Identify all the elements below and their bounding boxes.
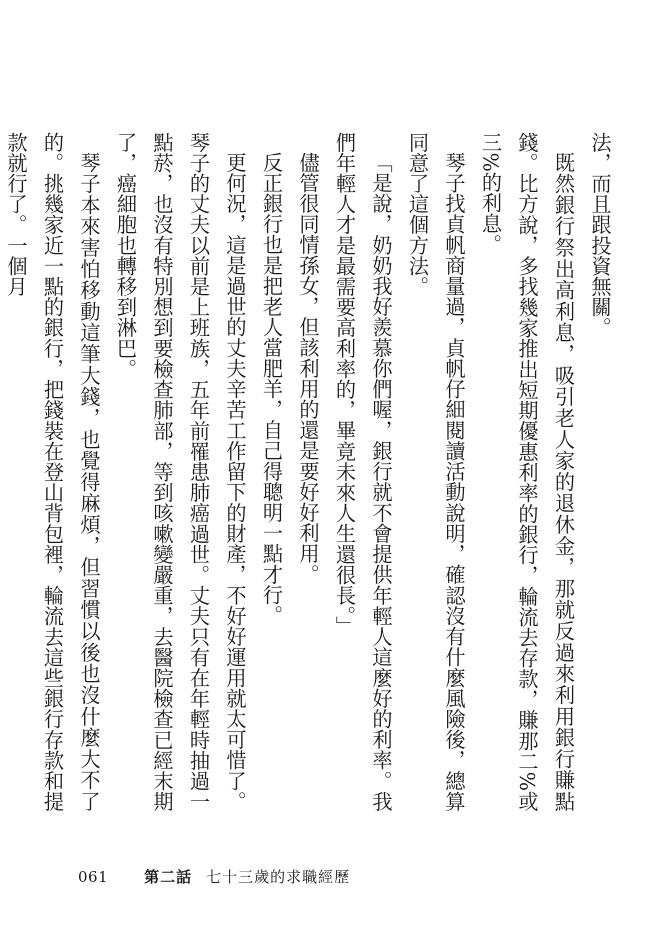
paragraph: 法，而且跟投資無關。 xyxy=(588,132,612,338)
paragraph: 更何況，這是過世的丈夫辛苦工作留下的財產，不好好運用就太可惜了。琴子的丈夫以前是上班族，五年前罹患肺癌過世。丈夫只有在年輕時抽過一點菸，也沒有特別想到要檢查肺部，等到咳嗽變嚴重，去醫院檢查已經末期了，癌細胞也轉移到淋巴。 xyxy=(113,132,247,812)
chapter-title: 七十三歲的求職經歷 xyxy=(206,868,351,886)
paragraph: 既然銀行祭出高利息，吸引老人家的退休金，那就反過來利用銀行賺點錢。比方說，多找幾家推出短期優惠利率的銀行，輪流去存款，賺那二%或三%的利息。 xyxy=(478,132,576,812)
paragraph: 琴子本來害怕移動這筆大錢，也覺得麻煩，但習慣以後也沒什麼大不了的。挑幾家近一點的銀行，把錢裝在登山背包裡，輪流去這些銀行存款和提款就行了。一個月 xyxy=(4,132,101,812)
chapter-label: 第二話 xyxy=(144,868,193,886)
paragraph: 琴子找貞帆商量過，貞帆仔細閱讀活動說明，確認沒有什麼風險後，總算同意了這個方法。 xyxy=(405,132,466,812)
page-number: 061 xyxy=(78,868,109,886)
paragraph: 「是說，奶奶我好羨慕你們喔，銀行就不會提供年輕人這麼好的利率。我們年輕人才是最需要高利率的，畢竟未來人生還很長。」 xyxy=(332,132,393,812)
page-footer xyxy=(78,866,350,890)
paragraph: 反正銀行也是把老人當肥羊，自己得聰明一點才行。 xyxy=(259,152,284,626)
body-text xyxy=(4,132,618,812)
paragraph: 儘管很同情孫女，但該利用的還是要好好利用。 xyxy=(296,152,320,585)
